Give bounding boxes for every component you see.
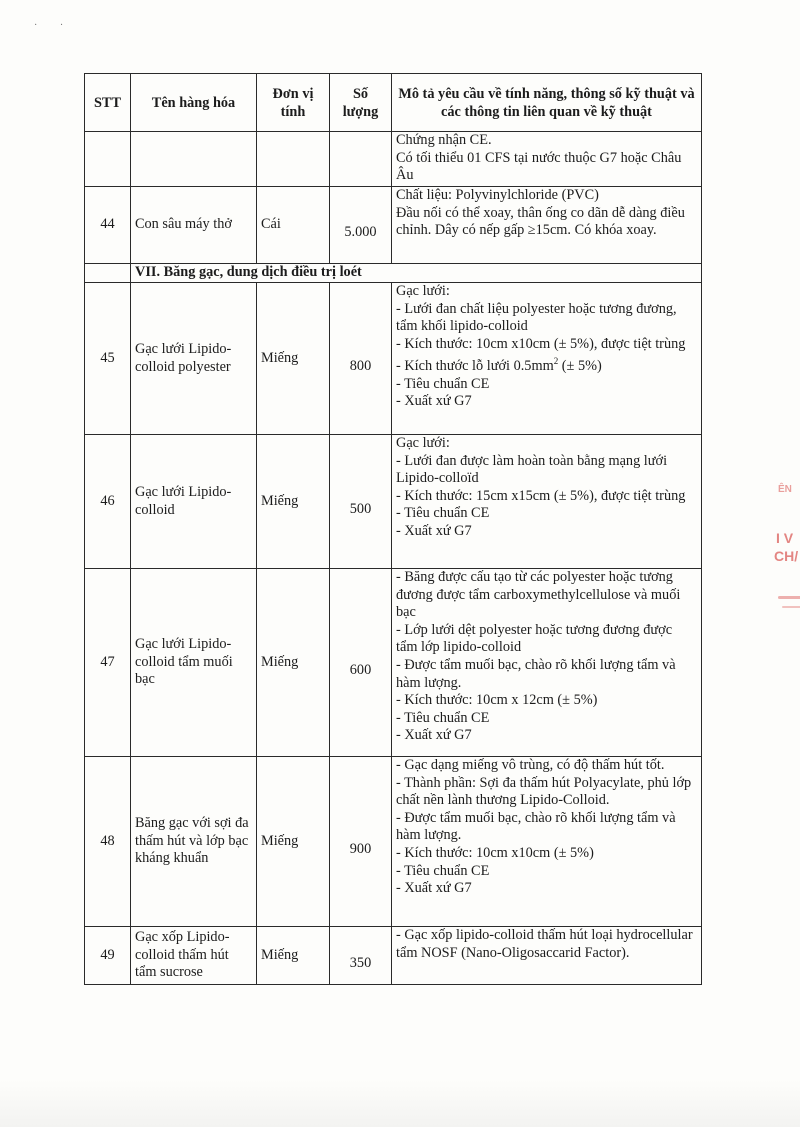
header-qty: Số lượng — [330, 74, 392, 132]
table-row — [85, 569, 702, 757]
page-bottom-shade — [0, 1080, 800, 1127]
cell-desc — [392, 757, 702, 927]
cell-qty: 5.000 — [330, 187, 392, 264]
desc-line: - Lưới đan chất liệu polyester hoặc tương đương, tẩm khối lipido-colloid — [396, 300, 677, 335]
cell-stt: 44 — [85, 187, 131, 264]
desc-line: - Gạc xốp lipido-colloid thấm hút loại hydrocellular tẩm NOSF (Nano-Oligosaccarid Factor). — [396, 927, 693, 961]
stamp-text-3: CH/ — [774, 548, 799, 564]
cell-name: Băng gạc với sợi đa thấm hút và lớp bạc kháng khuẩn — [131, 757, 257, 927]
desc-line: - Băng được cấu tạo từ các polyester hoặc tương đương được tẩm carboxymethylcellulose và muối bạc — [396, 569, 681, 621]
cell-name: Con sâu máy thở — [131, 187, 257, 264]
table-row — [85, 187, 702, 264]
stamp-text-1: ÊN — [778, 484, 792, 495]
cell-qty: 900 — [330, 757, 392, 927]
scan-specks: · · — [34, 20, 74, 31]
cell-name: Gạc lưới Lipido-colloid tẩm muối bạc — [131, 569, 257, 757]
cell-stt: 45 — [85, 283, 131, 435]
mesh-size-superscript: 2 — [553, 356, 559, 367]
desc-line: - Xuất xứ G7 — [396, 522, 472, 539]
header-desc: Mô tả yêu cầu về tính năng, thông số kỹ thuật và các thông tin liên quan về kỹ thuật — [392, 74, 702, 132]
desc-line: Chất liệu: Polyvinylchloride (PVC) — [396, 187, 599, 203]
stamp-mark — [778, 596, 800, 599]
section-row — [85, 264, 702, 283]
specification-table — [84, 73, 702, 985]
cell-name: Gạc lưới Lipido-colloid polyester — [131, 283, 257, 435]
desc-line: - Tiêu chuẩn CE — [396, 862, 490, 879]
desc-line: Đầu nối có thể xoay, thân ống co dãn dễ dàng điều chỉnh. Dây có nếp gấp ≥15cm. Có khóa xoay. — [396, 204, 685, 239]
cell-stt — [85, 132, 131, 187]
desc-line: - Xuất xứ G7 — [396, 880, 472, 897]
cell-stt — [85, 264, 131, 283]
desc-line: Chứng nhận CE. — [396, 132, 492, 148]
mesh-size-text: - Kích thước lỗ lưới 0.5mm — [396, 358, 554, 375]
cell-desc — [392, 283, 702, 435]
cell-desc — [392, 187, 702, 264]
section-title: VII. Băng gạc, dung dịch điều trị loét — [131, 264, 702, 283]
cell-qty — [330, 132, 392, 187]
desc-line: Gạc lưới: — [396, 435, 450, 451]
cell-stt: 47 — [85, 569, 131, 757]
table-row — [85, 757, 702, 927]
cell-stt: 48 — [85, 757, 131, 927]
red-stamp-fragment — [770, 478, 800, 638]
table-row — [85, 927, 702, 985]
table-row — [85, 283, 702, 435]
desc-line: - Thành phần: Sợi đa thấm hút Polyacylate, phủ lớp chất nền lành thương Lipido-Colloid. — [396, 774, 692, 809]
cell-desc — [392, 132, 702, 187]
desc-line: - Được tẩm muối bạc, chào rõ khối lượng tẩm và hàm lượng. — [396, 656, 676, 691]
cell-unit: Miếng — [257, 569, 330, 757]
desc-line: - Tiêu chuẩn CE — [396, 375, 490, 392]
table-row — [85, 132, 702, 187]
desc-line: - Được tẩm muối bạc, chào rõ khối lượng tẩm và hàm lượng. — [396, 809, 676, 844]
stamp-text-2: I V — [776, 530, 794, 546]
desc-line: Có tối thiểu 01 CFS tại nước thuộc G7 hoặc Châu Âu — [396, 149, 682, 184]
header-stt: STT — [85, 74, 131, 132]
cell-unit: Miếng — [257, 757, 330, 927]
cell-qty: 350 — [330, 927, 392, 985]
cell-unit — [257, 132, 330, 187]
cell-unit: Cái — [257, 187, 330, 264]
cell-stt: 49 — [85, 927, 131, 985]
cell-qty: 500 — [330, 435, 392, 569]
cell-qty: 600 — [330, 569, 392, 757]
desc-line: - Kích thước: 10cm x10cm (± 5%), được tiệt trùng — [396, 335, 686, 352]
desc-line: - Lưới đan được làm hoàn toàn bằng mạng lưới Lipido-colloïd — [396, 452, 668, 487]
desc-line: - Gạc dạng miếng vô trùng, có độ thấm hút tốt. — [396, 757, 665, 773]
cell-unit: Miếng — [257, 283, 330, 435]
desc-line: - Tiêu chuẩn CE — [396, 505, 490, 522]
desc-line — [396, 353, 697, 375]
cell-desc — [392, 435, 702, 569]
header-name: Tên hàng hóa — [131, 74, 257, 132]
cell-qty: 800 — [330, 283, 392, 435]
cell-unit: Miếng — [257, 927, 330, 985]
cell-unit: Miếng — [257, 435, 330, 569]
cell-name: Gạc xốp Lipido-colloid thấm hút tẩm sucrose — [131, 927, 257, 985]
mesh-size-tolerance: (± 5%) — [558, 358, 602, 375]
desc-line: - Tiêu chuẩn CE — [396, 709, 490, 726]
header-unit: Đơn vị tính — [257, 74, 330, 132]
desc-line: - Lớp lưới dệt polyester hoặc tương đương được tẩm lớp lipido-colloid — [396, 621, 673, 656]
cell-desc — [392, 927, 702, 985]
table-header-row — [85, 74, 702, 132]
stamp-mark — [782, 606, 800, 608]
desc-line: - Kích thước: 10cm x 12cm (± 5%) — [396, 692, 598, 709]
desc-line: - Xuất xứ G7 — [396, 393, 472, 410]
desc-line: - Kích thước: 15cm x15cm (± 5%), được tiệt trùng — [396, 487, 686, 504]
table-row — [85, 435, 702, 569]
desc-line: - Xuất xứ G7 — [396, 727, 472, 744]
desc-line: - Kích thước: 10cm x10cm (± 5%) — [396, 844, 594, 861]
desc-line: Gạc lưới: — [396, 283, 450, 299]
cell-desc — [392, 569, 702, 757]
cell-name: Gạc lưới Lipido-colloid — [131, 435, 257, 569]
cell-name — [131, 132, 257, 187]
cell-stt: 46 — [85, 435, 131, 569]
